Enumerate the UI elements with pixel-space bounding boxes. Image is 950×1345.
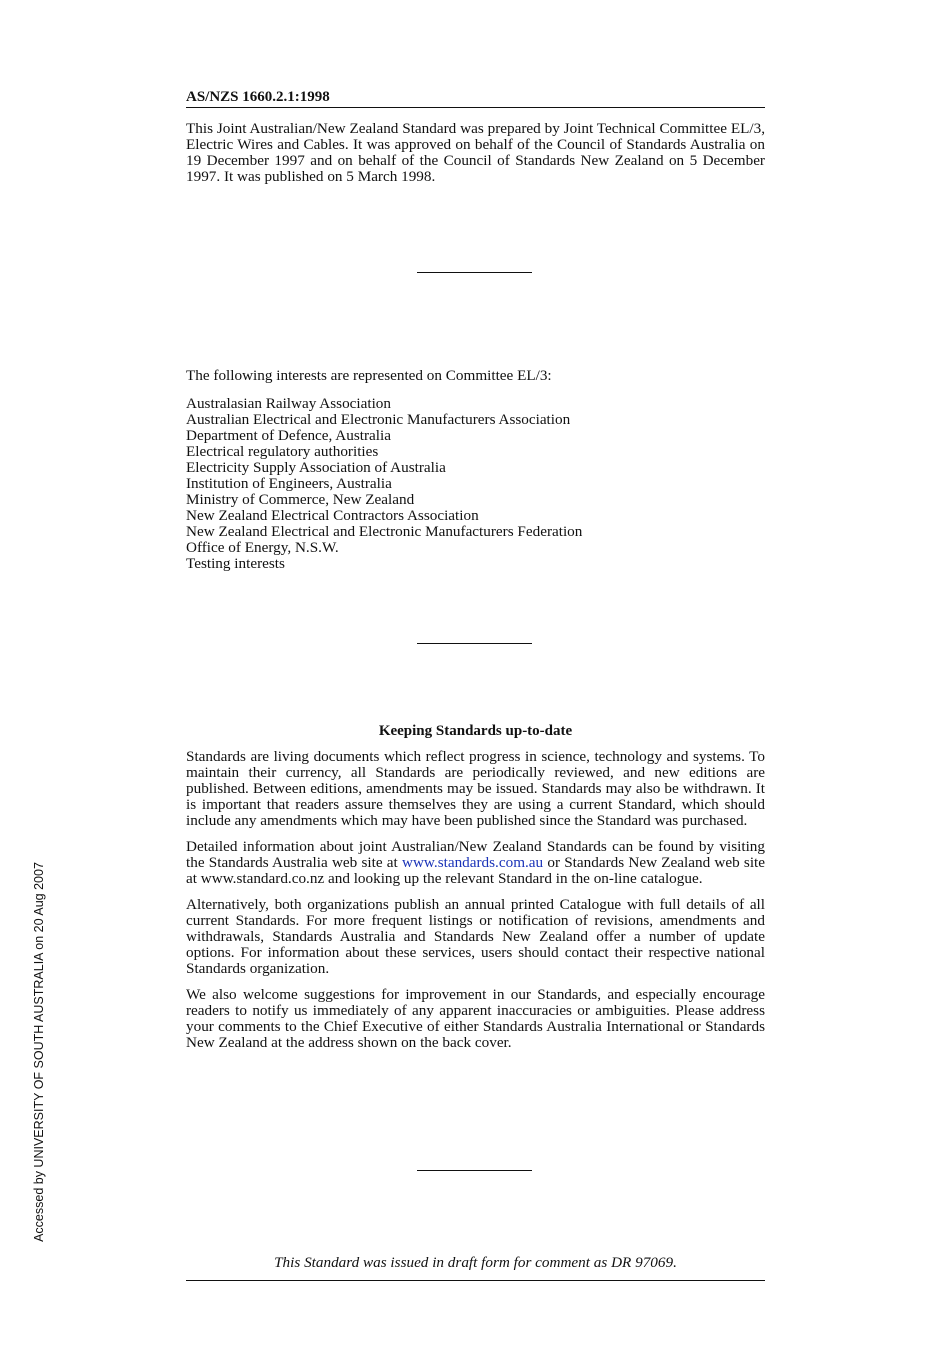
list-item: Ministry of Commerce, New Zealand <box>186 491 415 508</box>
list-item: New Zealand Electrical Contractors Association <box>186 507 479 524</box>
list-item: Department of Defence, Australia <box>186 427 391 444</box>
document-header-block <box>186 88 765 185</box>
committee-intro: The following interests are represented on Committee EL/3: <box>186 367 552 384</box>
list-item: Institution of Engineers, Australia <box>186 475 392 492</box>
paragraph-web-info <box>186 839 765 887</box>
list-item: New Zealand Electrical and Electronic Manufacturers Federation <box>186 523 583 540</box>
paragraph-text: or Standards New Zealand web site at www.standard.co.nz and looking up the relevant Standard in the on-line catalogue. <box>186 854 766 887</box>
standard-number: AS/NZS 1660.2.1:1998 <box>186 88 765 108</box>
committee-members-list <box>186 396 765 572</box>
list-item: Office of Energy, N.S.W. <box>186 539 339 556</box>
approval-paragraph: This Joint Australian/New Zealand Standard was prepared by Joint Technical Committee EL/3, Electric Wires and Cables. It was approved on behalf of the Council of Standards Australia on 19 December 1997 and on behalf of the Council of Standards New Zealand on 5 December 1997. It was published on 5 March 1998. <box>186 120 765 185</box>
paragraph-text: Detailed information about joint Australian/New Zealand Standards can be found by visiting the Standards Australia web site at <box>186 838 765 871</box>
paragraph-suggestions: We also welcome suggestions for improvement in our Standards, and especially encourage readers to notify us immediately of any apparent inaccuracies or ambiguities. Please address your comments to the Chief Executive of either Standards Australia International or Standards New Zealand at the address shown on the back cover. <box>186 986 765 1051</box>
list-item: Electrical regulatory authorities <box>186 443 379 460</box>
divider-rule <box>417 643 532 644</box>
paragraph-living-documents: Standards are living documents which reflect progress in science, technology and systems. To maintain their currency, all Standards are periodically reviewed, and new editions are published. Between editions, amendments may be issued. Standards may also be withdrawn. It is important that readers assure themselves they are using a current Standard, which should include any amendments which may have been published since the Standard was purchased. <box>186 748 765 829</box>
list-item: Testing interests <box>186 555 285 572</box>
keeping-standards-section <box>186 722 765 1061</box>
list-item: Electricity Supply Association of Australia <box>186 459 446 476</box>
paragraph-catalogue: Alternatively, both organizations publish an annual printed Catalogue with full details of all current Standards. For more frequent listings or notification of revisions, amendments and withdrawals, Standards Australia and Standards New Zealand offer a number of update options. For information about these services, users should contact their respective national Standards organization. <box>186 896 765 977</box>
standards-australia-link[interactable]: www.standards.com.au <box>401 854 544 871</box>
access-stamp: Accessed by UNIVERSITY OF SOUTH AUSTRALIA on 20 Aug 2007 <box>32 862 46 1242</box>
list-item: Australian Electrical and Electronic Manufacturers Association <box>186 411 571 428</box>
divider-rule <box>417 272 532 273</box>
section-heading: Keeping Standards up-to-date <box>378 723 573 739</box>
divider-rule <box>417 1170 532 1171</box>
draft-note: This Standard was issued in draft form for comment as DR 97069. <box>186 1254 765 1281</box>
list-item: Australasian Railway Association <box>186 395 391 412</box>
